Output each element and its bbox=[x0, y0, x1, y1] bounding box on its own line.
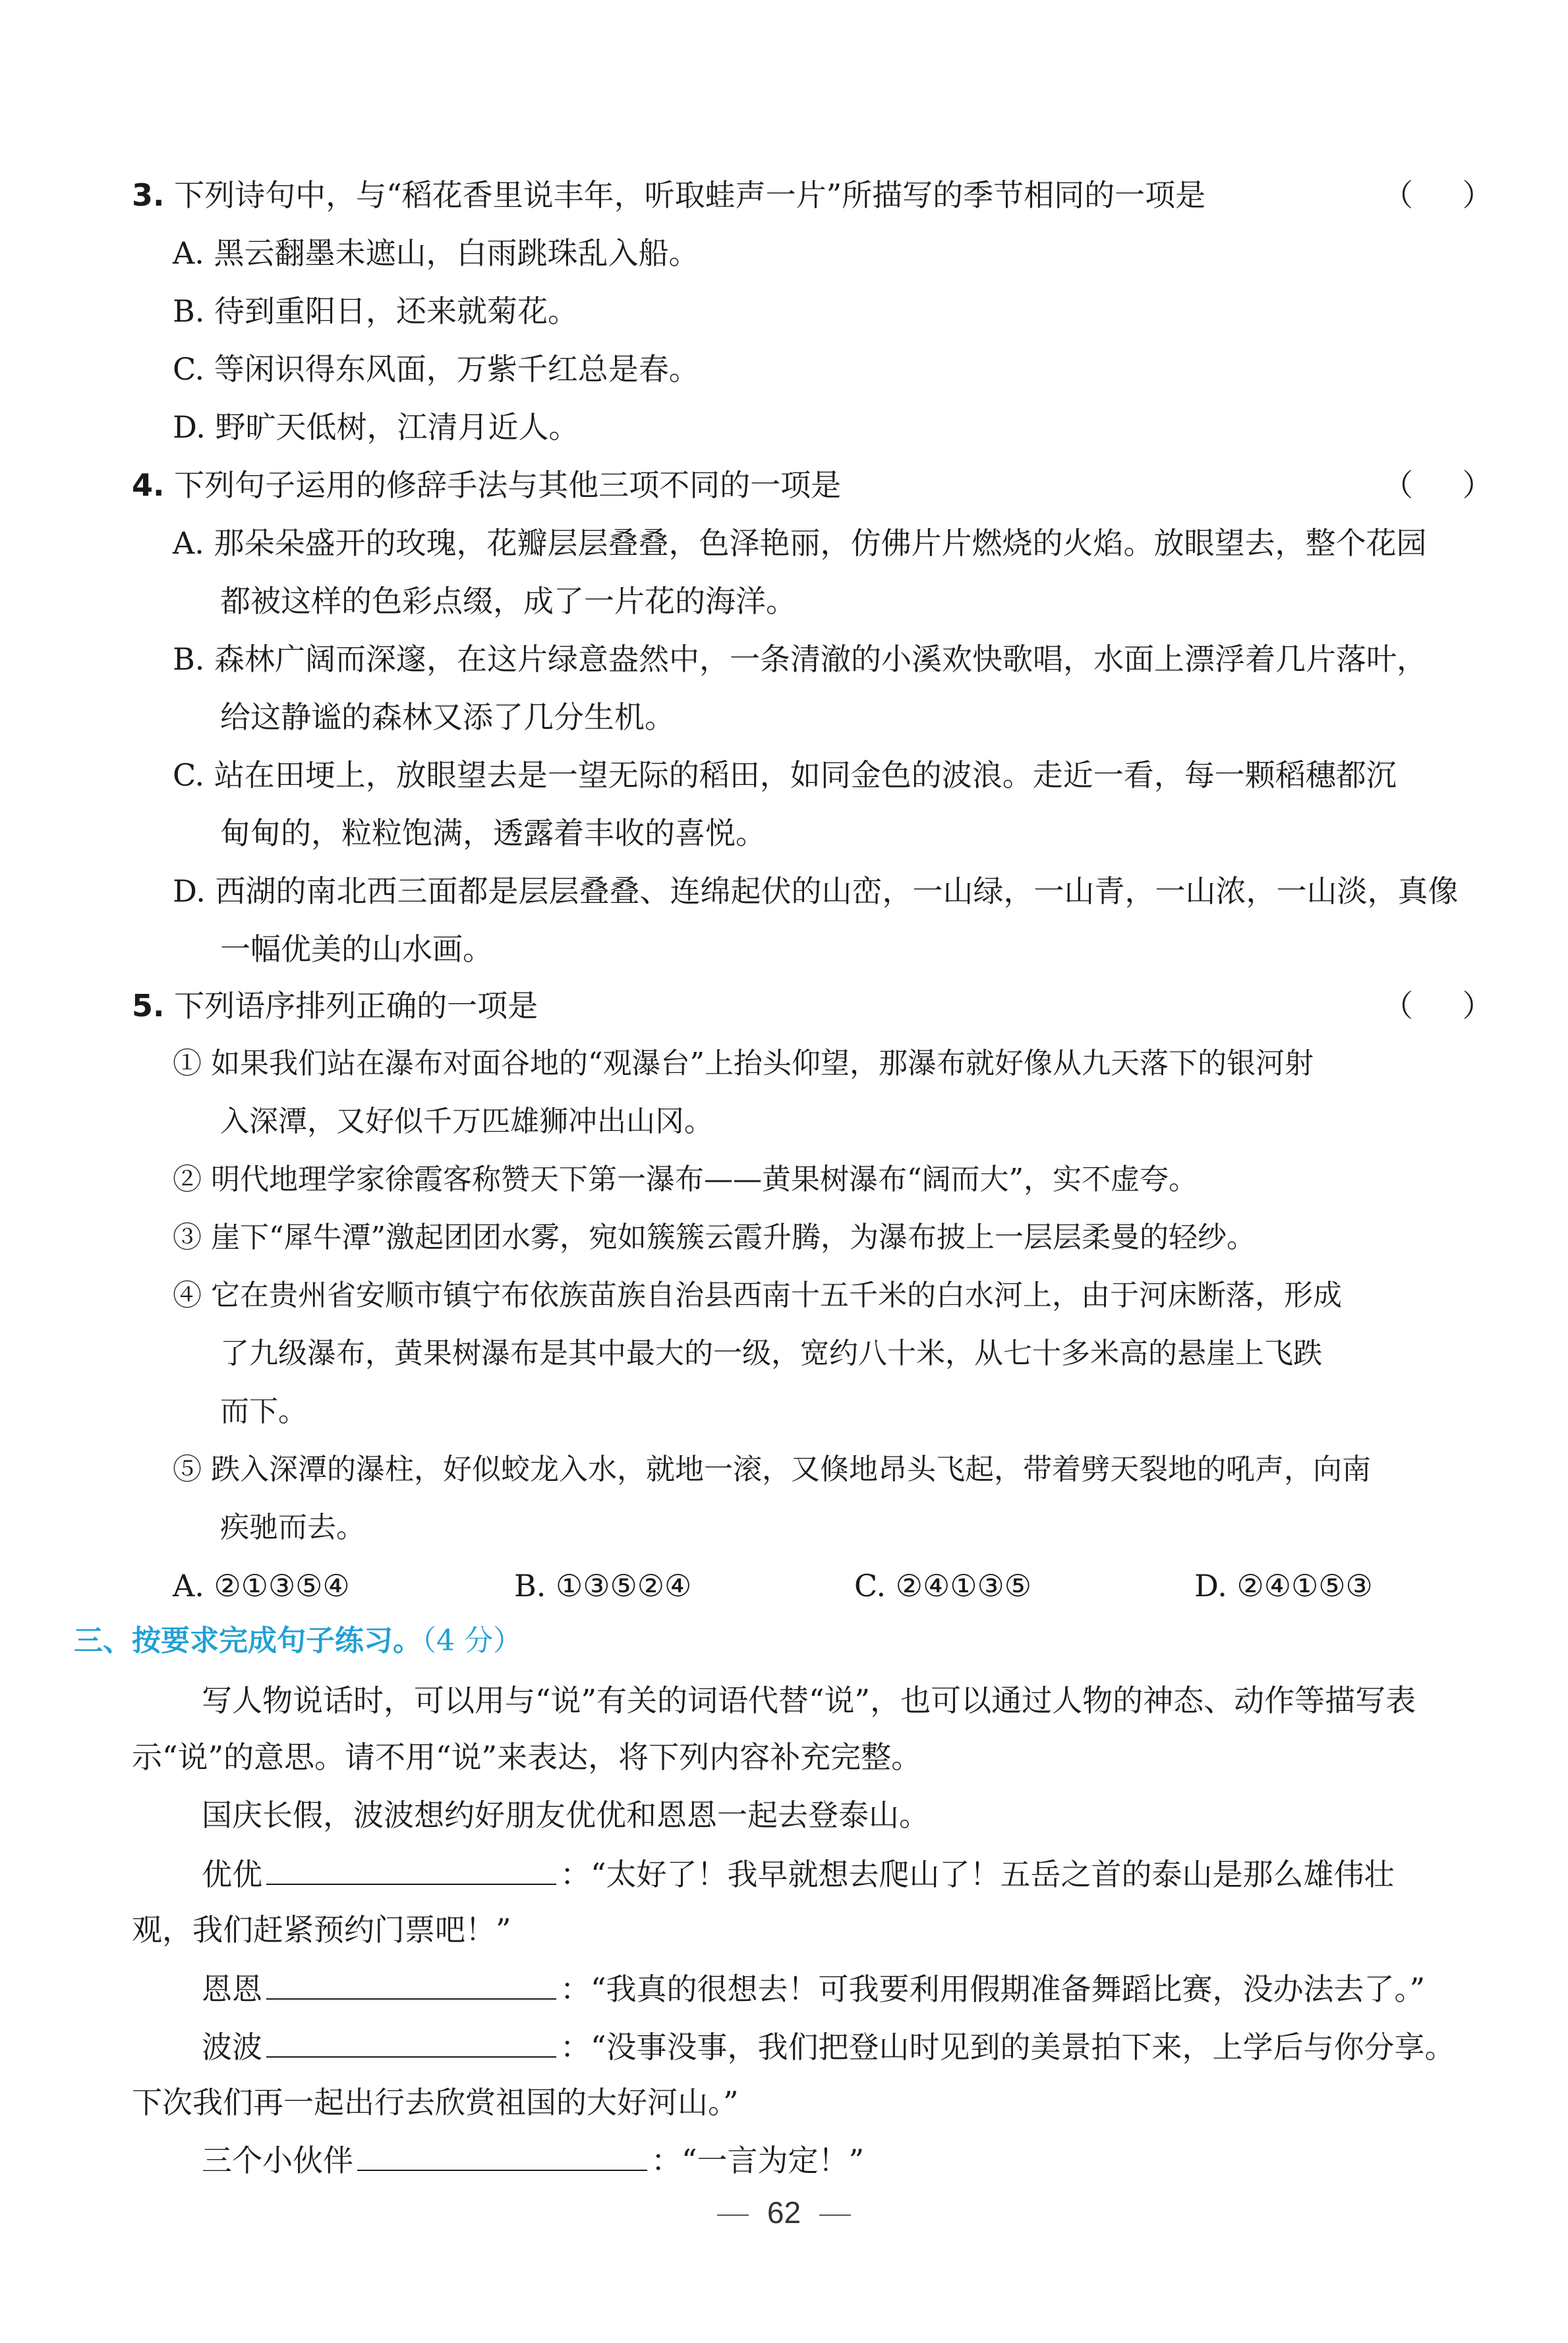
dialogue-text: ：“我真的很想去！可我要利用假期准备舞蹈比赛，没办法去了。” bbox=[560, 1971, 1426, 2007]
footer-dash bbox=[717, 2214, 749, 2216]
question-number: 4. bbox=[132, 467, 165, 503]
answer-paren[interactable]: （ ） bbox=[1383, 988, 1513, 1024]
speaker-name: 优优 bbox=[202, 1857, 262, 1892]
question-3-stem bbox=[132, 175, 1205, 215]
answer-blank[interactable] bbox=[266, 1853, 556, 1885]
answer-blank[interactable] bbox=[266, 1968, 556, 2000]
speaker-name: 恩恩 bbox=[202, 1971, 262, 2007]
section-title-text: 三、按要求完成句子练习。 bbox=[74, 1624, 422, 1658]
question-text: 下列语序排列正确的一项是 bbox=[174, 988, 538, 1024]
option-d: D. 野旷天低树，江清月近人。 bbox=[173, 409, 579, 445]
page-footer bbox=[0, 2195, 1568, 2230]
option-b: B. 待到重阳日，还来就菊花。 bbox=[173, 293, 579, 329]
section-points: （4 分） bbox=[422, 1624, 522, 1658]
section-title bbox=[74, 1621, 522, 1661]
speaker-name: 三个小伙伴 bbox=[202, 2143, 353, 2178]
answer-paren[interactable]: （ ） bbox=[1383, 177, 1513, 213]
dialogue-youyou bbox=[202, 1853, 1395, 1894]
sentence-4-cont: 而下。 bbox=[220, 1395, 307, 1428]
answer-paren[interactable]: （ ） bbox=[1383, 467, 1513, 503]
dialogue-bobo-cont: 下次我们再一起出行去欣赏祖国的大好河山。” bbox=[132, 2085, 739, 2120]
choice-d: D. ②④①⑤③ bbox=[1194, 1568, 1373, 1604]
question-5-stem bbox=[132, 986, 538, 1026]
instruction-text: 写人物说话时，可以用与“说”有关的词语代替“说”，也可以通过人物的神态、动作等描写表 bbox=[202, 1683, 1416, 1718]
question-number: 5. bbox=[132, 988, 165, 1024]
speaker-name: 波波 bbox=[202, 2029, 262, 2065]
sentence-4-cont: 了九级瀑布，黄果树瀑布是其中最大的一级，宽约八十米，从七十多米高的悬崖上飞跌 bbox=[220, 1337, 1322, 1370]
choice-b: B. ①③⑤②④ bbox=[514, 1568, 692, 1604]
sentence-1: ① 如果我们站在瀑布对面谷地的“观瀑台”上抬头仰望，那瀑布就好像从九天落下的银河射 bbox=[173, 1047, 1314, 1080]
option-c: C. 站在田埂上，放眼望去是一望无际的稻田，如同金色的波浪。走近一看，每一颗稻穗都沉 bbox=[173, 757, 1397, 793]
sentence-3: ③ 崖下“犀牛潭”激起团团水雾，宛如簇簇云霞升腾，为瀑布披上一层层柔曼的轻纱。 bbox=[173, 1221, 1256, 1254]
option-b-cont: 给这静谧的森林又添了几分生机。 bbox=[220, 699, 675, 735]
instruction-text-cont: 示“说”的意思。请不用“说”来表达，将下列内容补充完整。 bbox=[132, 1739, 922, 1775]
choice-c: C. ②④①③⑤ bbox=[854, 1568, 1031, 1604]
dialogue-text: ：“太好了！我早就想去爬山了！五岳之首的泰山是那么雄伟壮 bbox=[560, 1857, 1395, 1892]
footer-dash bbox=[819, 2214, 851, 2216]
dialogue-youyou-cont: 观，我们赶紧预约门票吧！” bbox=[132, 1912, 511, 1948]
sentence-2: ② 明代地理学家徐霞客称赞天下第一瀑布——黄果树瀑布“阔而大”，实不虚夸。 bbox=[173, 1163, 1198, 1196]
dialogue-three-friends bbox=[202, 2139, 864, 2180]
answer-blank[interactable] bbox=[357, 2139, 647, 2171]
dialogue-enen bbox=[202, 1968, 1425, 2009]
question-text: 下列句子运用的修辞手法与其他三项不同的一项是 bbox=[174, 467, 842, 503]
question-text: 下列诗句中，与“稻花香里说丰年，听取蛙声一片”所描写的季节相同的一项是 bbox=[174, 177, 1206, 213]
option-a: A. 那朵朵盛开的玫瑰，花瓣层层叠叠，色泽艳丽，仿佛片片燃烧的火焰。放眼望去，整个花园 bbox=[173, 525, 1427, 561]
context-text: 国庆长假，波波想约好朋友优优和恩恩一起去登泰山。 bbox=[202, 1797, 929, 1833]
option-c: C. 等闲识得东风面，万紫千红总是春。 bbox=[173, 351, 699, 387]
choice-a: A. ②①③⑤④ bbox=[173, 1568, 350, 1604]
page-number: 62 bbox=[767, 2195, 801, 2230]
dialogue-text: ：“没事没事，我们把登山时见到的美景拍下来，上学后与你分享。 bbox=[560, 2029, 1455, 2065]
sentence-5: ⑤ 跌入深潭的瀑柱，好似蛟龙入水，就地一滚，又倏地昂头飞起，带着劈天裂地的吼声，向南 bbox=[173, 1453, 1371, 1486]
sentence-1-cont: 入深潭，又好似千万匹雄狮冲出山冈。 bbox=[220, 1105, 713, 1138]
option-d-cont: 一幅优美的山水画。 bbox=[220, 931, 493, 967]
dialogue-bobo bbox=[202, 2026, 1455, 2067]
answer-blank[interactable] bbox=[266, 2026, 556, 2058]
sentence-4: ④ 它在贵州省安顺市镇宁布依族苗族自治县西南十五千米的白水河上，由于河床断落，形成 bbox=[173, 1279, 1342, 1312]
option-a-cont: 都被这样的色彩点缀，成了一片花的海洋。 bbox=[220, 583, 796, 619]
option-c-cont: 甸甸的，粒粒饱满，透露着丰收的喜悦。 bbox=[220, 815, 766, 851]
option-b: B. 森林广阔而深邃，在这片绿意盎然中，一条清澈的小溪欢快歌唱，水面上漂浮着几片落叶， bbox=[173, 641, 1428, 677]
sentence-5-cont: 疾驰而去。 bbox=[220, 1511, 365, 1544]
option-d: D. 西湖的南北西三面都是层层叠叠、连绵起伏的山峦，一山绿，一山青，一山浓，一山淡，真像 bbox=[173, 873, 1459, 909]
dialogue-text: ：“一言为定！” bbox=[651, 2143, 865, 2178]
question-number: 3. bbox=[132, 177, 165, 213]
option-a: A. 黑云翻墨未遮山，白雨跳珠乱入船。 bbox=[173, 235, 699, 271]
question-4-stem bbox=[132, 465, 841, 505]
